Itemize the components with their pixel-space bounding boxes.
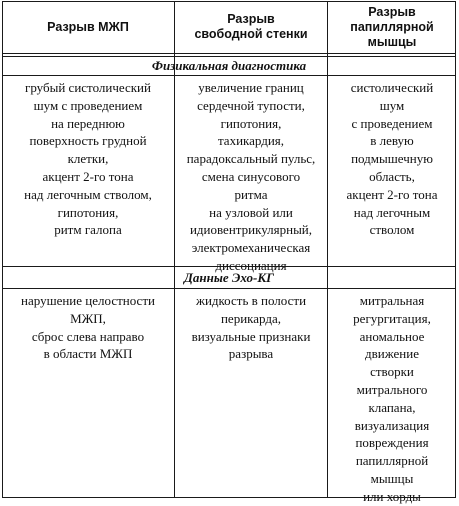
cell-line: клетки, <box>67 151 109 167</box>
header-line: свободной стенки <box>194 27 308 41</box>
cell-line: с проведением <box>351 115 433 131</box>
cell-echo-free-wall <box>175 292 327 363</box>
cell-line: на узловой или <box>209 204 293 220</box>
header-line: мышцы <box>367 34 417 49</box>
header-papillary-muscle-rupture <box>328 1 456 53</box>
cell-line: нарушение целостности <box>21 293 155 308</box>
cell-line: парадоксальный пульс, <box>186 151 316 167</box>
cell-line: или хорды <box>363 488 421 504</box>
section-1-title-rule <box>2 75 456 76</box>
cell-line: гипотония, <box>57 204 119 220</box>
cell-line: створки <box>370 364 414 380</box>
cell-line: ритм галопа <box>54 222 122 238</box>
cell-line: идиовентрикулярный, <box>189 222 313 238</box>
cell-line: митральная <box>359 293 425 308</box>
section-title-echo: Данные Эхо-КГ <box>184 270 274 285</box>
header-free-wall-rupture <box>175 1 327 53</box>
cell-line: стволом <box>369 222 415 238</box>
cell-line: клапана, <box>368 399 416 415</box>
cell-line: увеличение границ <box>198 80 304 95</box>
cell-physical-papillary <box>328 79 456 239</box>
cell-physical-vsd <box>2 79 174 239</box>
cell-line: диссоциация <box>215 257 287 273</box>
cell-line: шум с проведением <box>33 97 143 113</box>
cell-line: разрыва <box>228 346 274 362</box>
cell-line: сердечной тупости, <box>197 97 305 113</box>
cell-line: гипотония, <box>220 115 282 131</box>
cell-echo-vsd <box>2 292 174 363</box>
cell-line: аномальное <box>359 328 425 344</box>
cell-line: шум <box>379 97 405 113</box>
cell-line: электромеханическая <box>191 240 311 256</box>
cell-line: визуальные признаки <box>191 328 311 344</box>
cell-line: подмышечную <box>351 151 433 167</box>
cell-line: повреждения <box>355 435 429 451</box>
cell-line: в области МЖП <box>43 346 133 362</box>
cell-line: смена синусового <box>201 168 301 184</box>
cell-line: тахикардия, <box>217 133 285 149</box>
cell-line: на переднюю <box>51 115 125 131</box>
header-line: Разрыв <box>227 12 275 26</box>
header-line: Разрыв <box>368 4 416 19</box>
cell-line: акцент 2-го тона <box>346 186 438 202</box>
cell-line: мышцы <box>370 470 414 486</box>
cell-line: над легочным <box>353 204 431 220</box>
cell-line: митрального <box>356 381 428 397</box>
cell-line: область, <box>369 168 415 184</box>
section-2-title-rule <box>2 288 456 289</box>
header-line: папиллярной <box>350 19 434 34</box>
cell-line: движение <box>365 346 419 362</box>
cell-line: сброс слева направо <box>31 328 145 344</box>
cell-line: перикарда, <box>220 310 282 326</box>
cell-echo-papillary <box>328 292 456 506</box>
cell-line: регургитация, <box>353 310 431 326</box>
cell-line: над легочным стволом, <box>24 186 152 202</box>
section-title-physical-exam: Физикальная диагностика <box>151 58 307 73</box>
header-vsd-rupture <box>2 1 174 53</box>
cell-line: в левую <box>370 133 414 149</box>
cell-physical-free-wall <box>175 79 327 275</box>
cell-line: систолический <box>350 80 434 95</box>
header-line: Разрыв МЖП <box>47 19 129 34</box>
cell-line: поверхность грудной <box>29 133 147 149</box>
cell-line: ритма <box>234 186 268 202</box>
cell-line: акцент 2-го тона <box>42 168 134 184</box>
cell-line: папиллярной <box>355 453 429 469</box>
cell-line: МЖП, <box>70 310 106 326</box>
cell-line: жидкость в полости <box>195 293 307 308</box>
cell-line: грубый систолический <box>25 80 151 95</box>
cell-line: визуализация <box>354 417 430 433</box>
